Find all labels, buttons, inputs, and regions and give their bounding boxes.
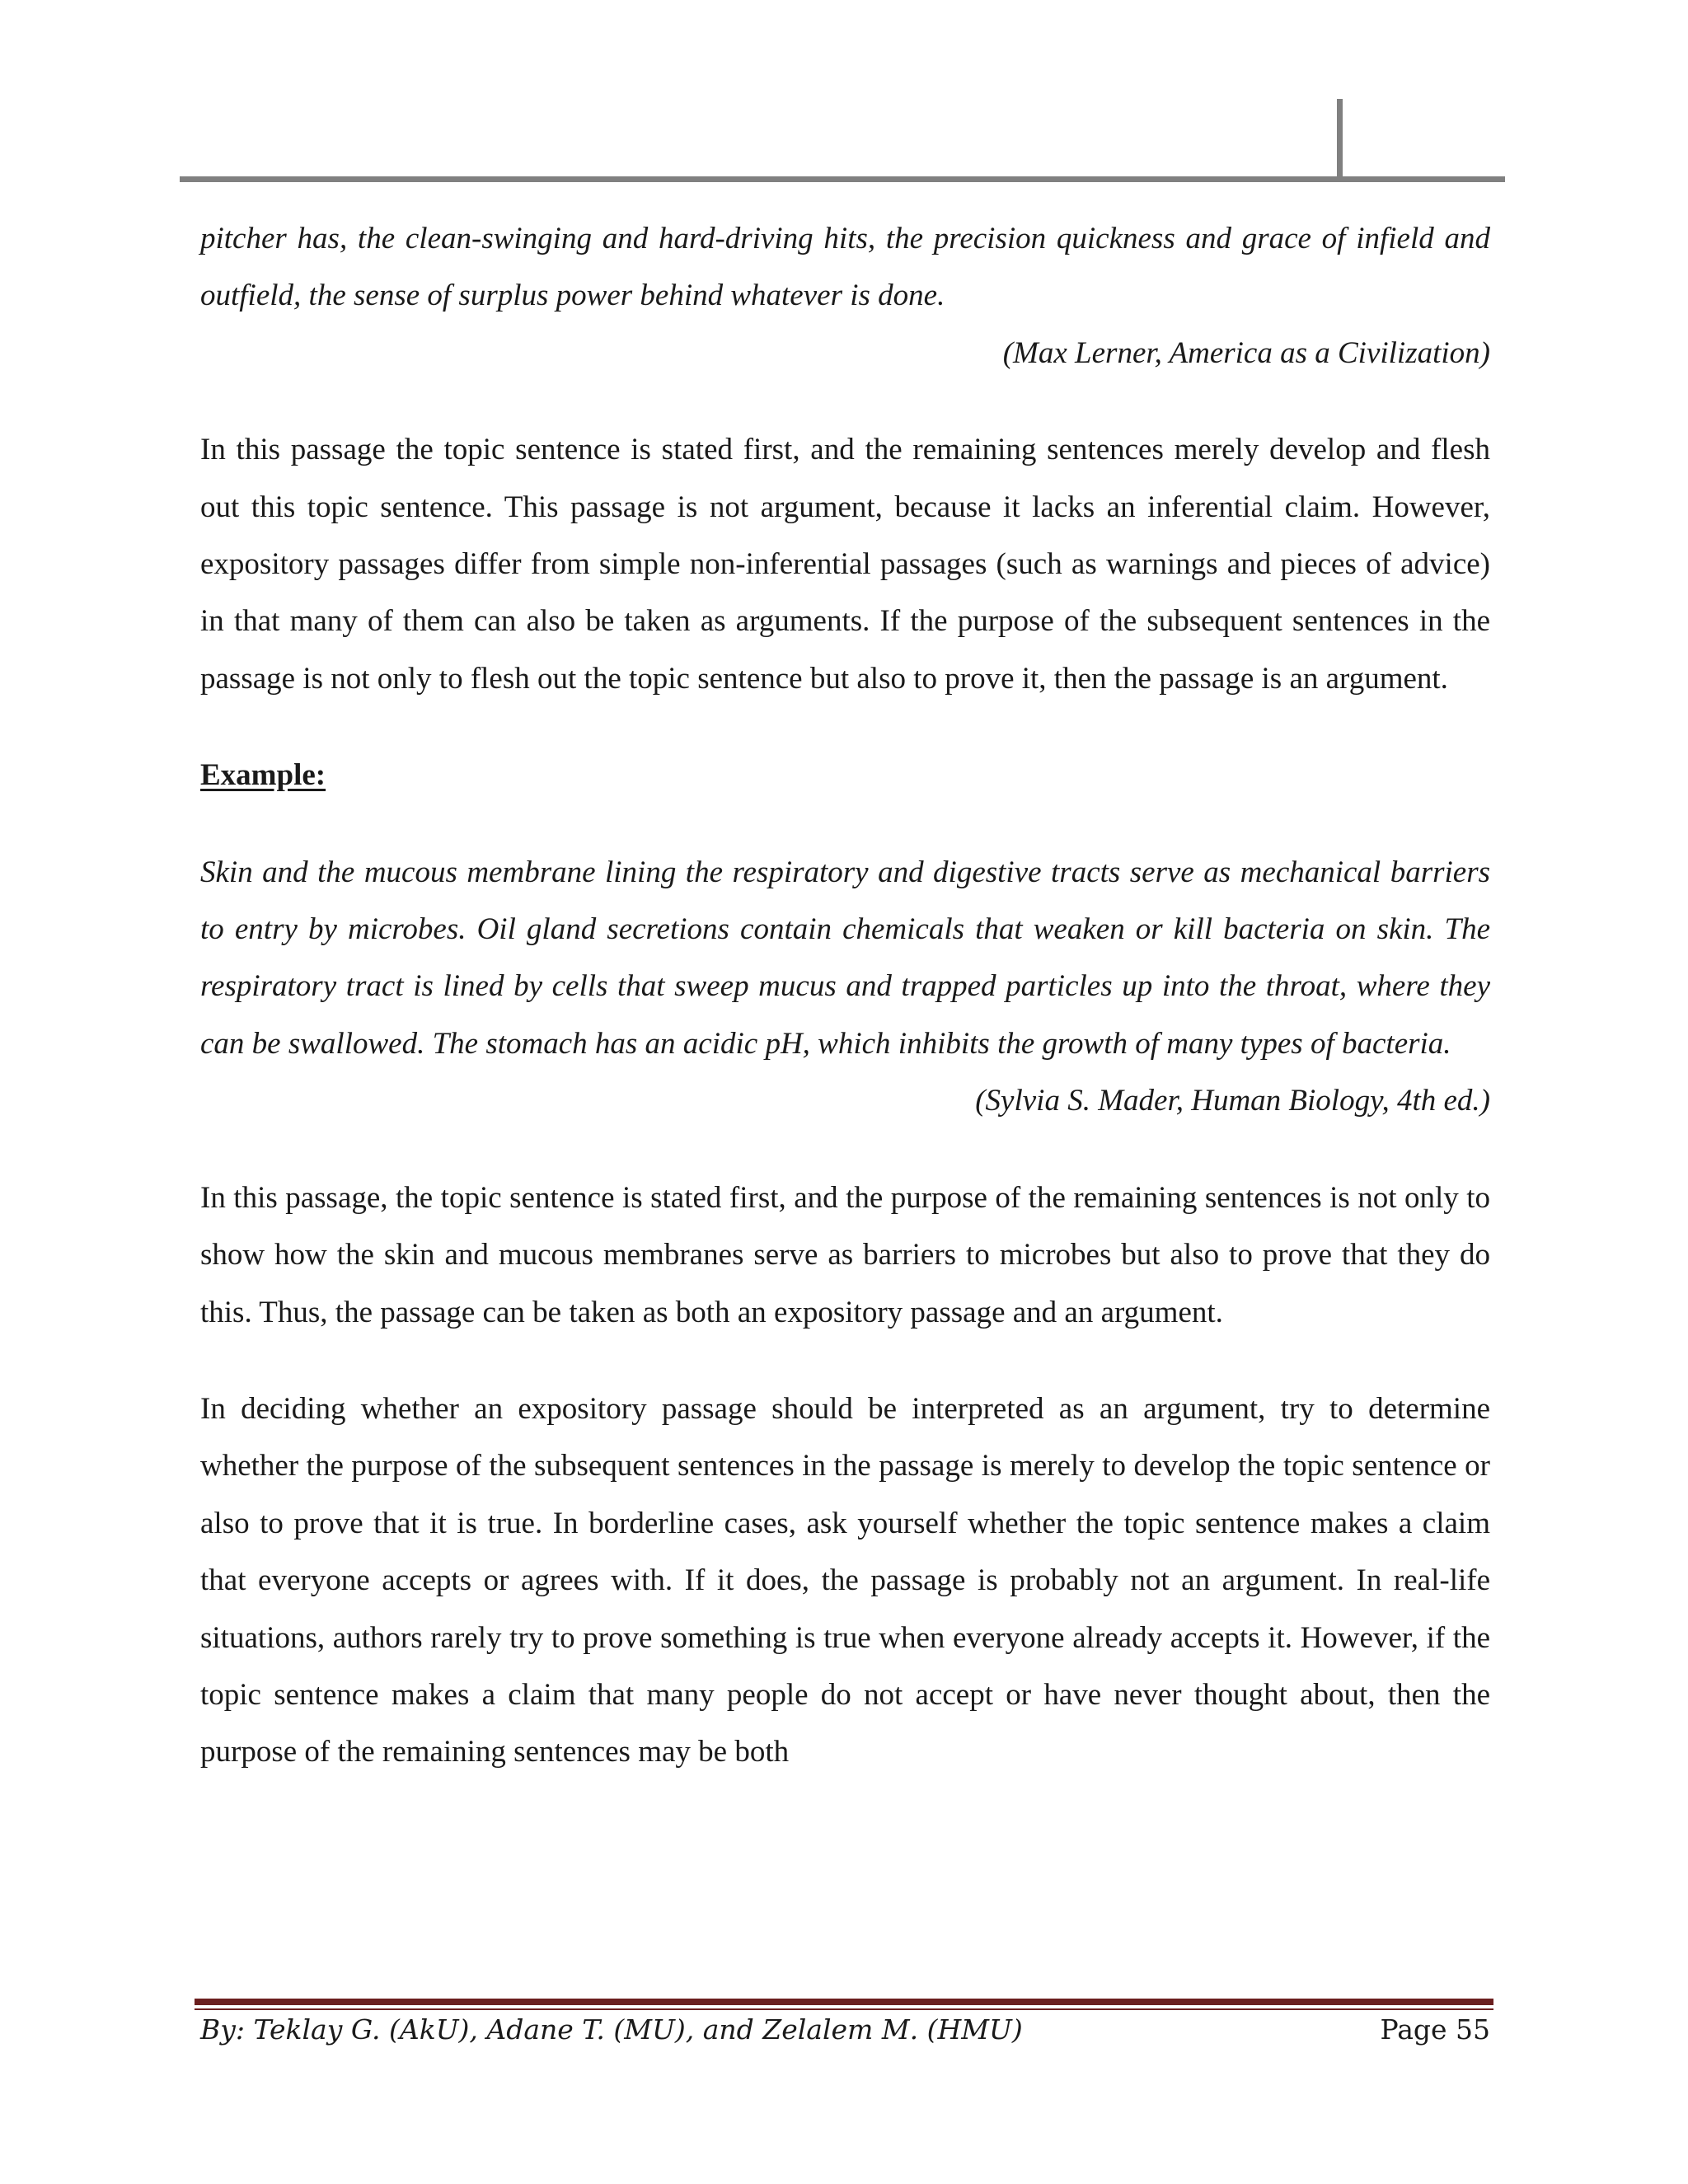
footer-rule-thin	[195, 2008, 1493, 2010]
header-tick	[1337, 99, 1343, 181]
header-rule	[180, 176, 1505, 182]
paragraph-1: In this passage the topic sentence is stated first, and the remaining sentences merely develop and flesh out this topic sentence. This passage is not argument, because it lacks an inferential claim. However, expository passages differ from simple non-inferential passages (such as warnings and pieces of advice) in that many of them can also be taken as arguments. If the purpose of the subsequent sentences in the passage is not only to flesh out the topic sentence but also to prove it, then the passage is an argument.	[200, 433, 1490, 696]
page-content	[200, 210, 1490, 1781]
quote-citation-1: (Max Lerner, America as a Civilization)	[1002, 335, 1490, 370]
page-number: Page 55	[1380, 2013, 1490, 2046]
quote-passage-2: Skin and the mucous membrane lining the respiratory and digestive tracts serve as mechanical barriers to entry by microbes. Oil gland secretions contain chemicals that weaken or kill bacteria on skin. The respiratory tract is lined by cells that sweep mucus and trapped particles up into the throat, where they can be swallowed. The stomach has an acidic pH, which inhibits the growth of many types of bacteria.	[200, 855, 1490, 1061]
quote-passage-1: pitcher has, the clean-swinging and hard-driving hits, the precision quickness and grace of infield and outfield, the sense of surplus power behind whatever is done.	[200, 222, 1490, 313]
quote-citation-2: (Sylvia S. Mader, Human Biology, 4th ed.)	[975, 1084, 1490, 1118]
footer-authors: By: Teklay G. (AkU), Adane T. (MU), and Zelalem M. (HMU)	[200, 2013, 1023, 2046]
paragraph-3: In deciding whether an expository passage should be interpreted as an argument, try to determine whether the purpose of the subsequent sentences in the passage is merely to develop the topic sentence or also to prove that it is true. In borderline cases, ask yourself whether the topic sentence makes a claim that everyone accepts or agrees with. If it does, the passage is probably not an argument. In real-life situations, authors rarely try to prove something is true when everyone already accepts it. However, if the topic sentence makes a claim that many people do not accept or have never thought about, then the purpose of the remaining sentences may be both	[200, 1391, 1490, 1769]
footer-rule-thick	[195, 1999, 1493, 2005]
example-heading: Example:	[200, 758, 326, 793]
example-heading-container	[200, 747, 1490, 804]
paragraph-2: In this passage, the topic sentence is stated first, and the purpose of the remaining sentences is not only to show how the skin and mucous membranes serve as barriers to microbes but also to prove that they do this. Thus, the passage can be taken as both an expository passage and an argument.	[200, 1180, 1490, 1329]
